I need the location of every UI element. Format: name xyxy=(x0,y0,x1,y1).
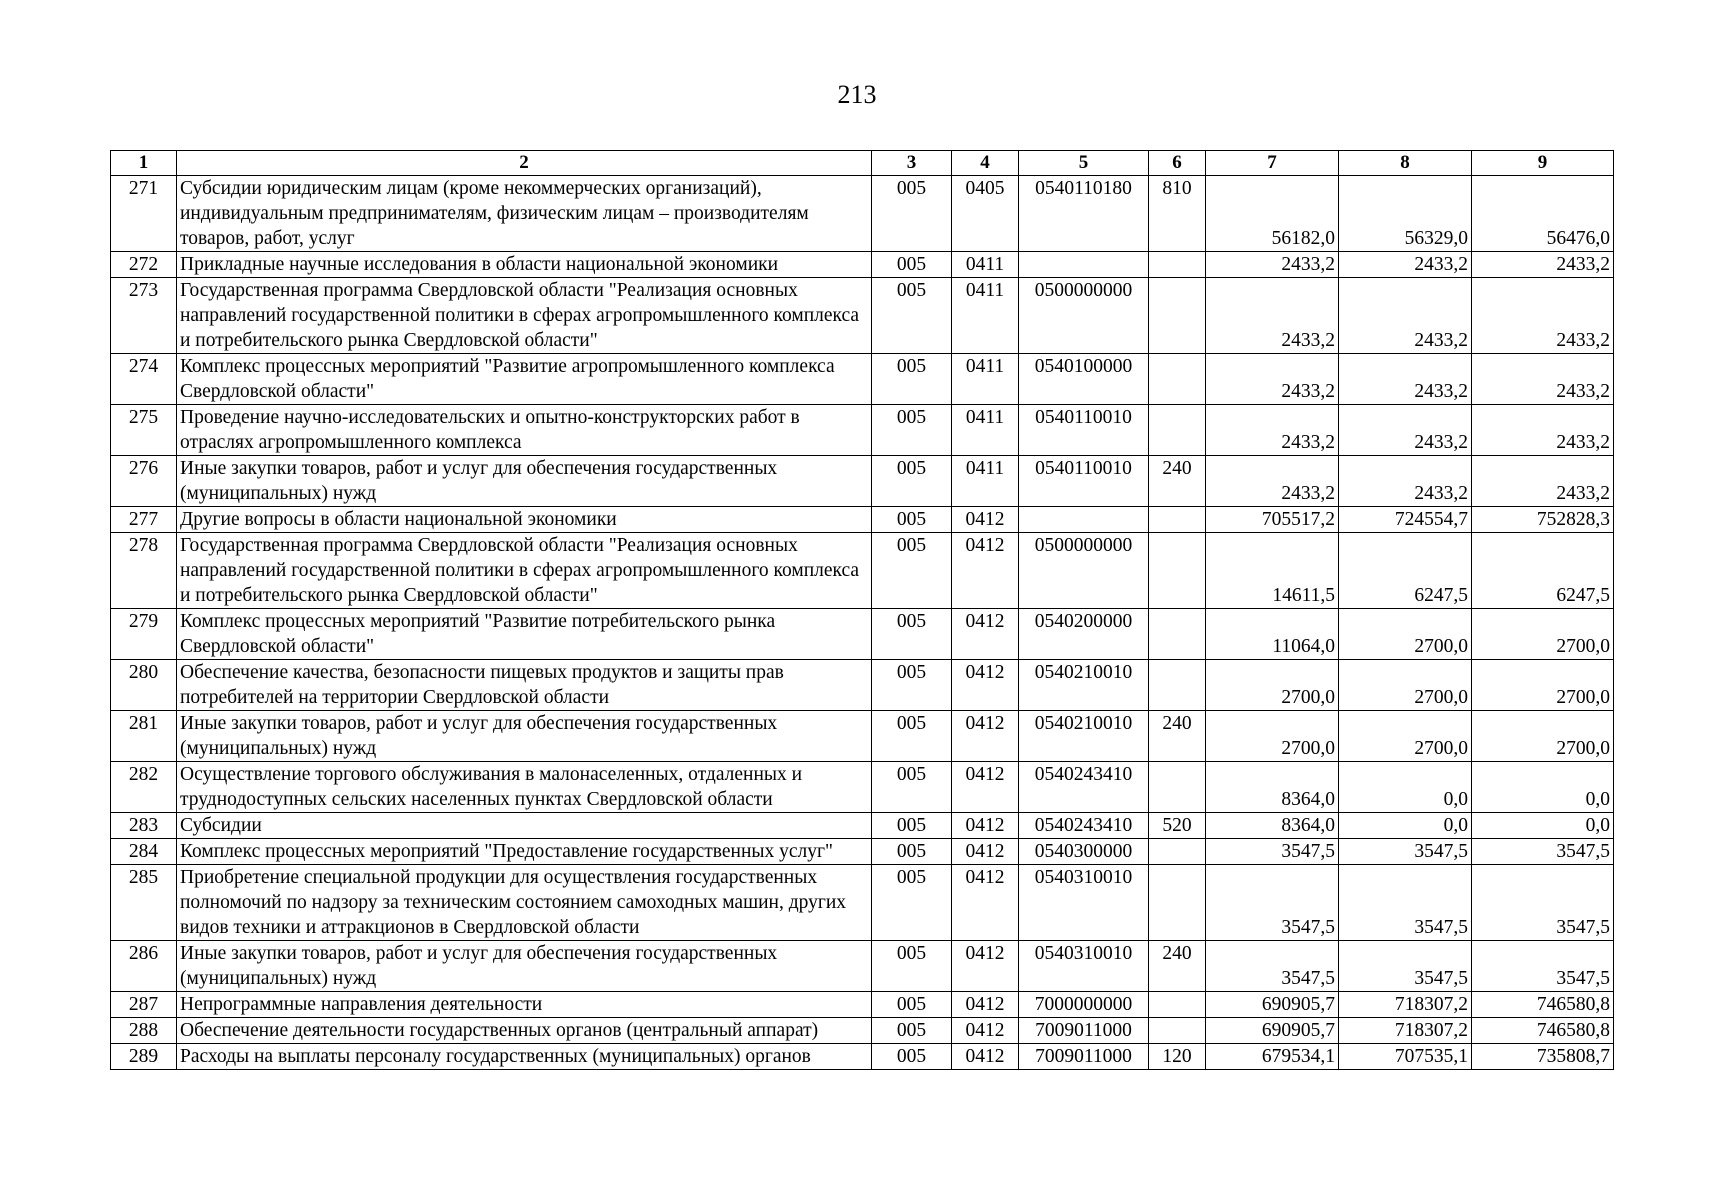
amount-col9-cell: 2433,2 xyxy=(1472,278,1614,354)
code-col3-cell: 005 xyxy=(872,813,952,839)
amount-col9-cell: 0,0 xyxy=(1472,813,1614,839)
code-col3-cell: 005 xyxy=(872,660,952,711)
table-row xyxy=(111,660,1614,711)
amount-col7-cell: 3547,5 xyxy=(1206,865,1339,941)
code-col5-cell: 0540210010 xyxy=(1019,660,1149,711)
code-col5-cell: 0540243410 xyxy=(1019,813,1149,839)
code-col6-cell xyxy=(1149,405,1206,456)
code-col6-cell xyxy=(1149,865,1206,941)
amount-col9-cell: 2433,2 xyxy=(1472,405,1614,456)
description-cell: Обеспечение деятельности государственных органов (центральный аппарат) xyxy=(177,1018,872,1044)
table-row xyxy=(111,813,1614,839)
description-cell: Непрограммные направления деятельности xyxy=(177,992,872,1018)
code-col3-cell: 005 xyxy=(872,405,952,456)
description-cell: Государственная программа Свердловской области "Реализация основных направлений государственной политики в сферах агропромышленного комплекса и потребительского рынка Свердловской области" xyxy=(177,278,872,354)
code-col4-cell: 0411 xyxy=(952,252,1019,278)
table-row xyxy=(111,507,1614,533)
code-col4-cell: 0412 xyxy=(952,711,1019,762)
description-cell: Комплекс процессных мероприятий "Развитие агропромышленного комплекса Свердловской области" xyxy=(177,354,872,405)
amount-col8-cell: 707535,1 xyxy=(1339,1044,1472,1070)
amount-col7-cell: 2700,0 xyxy=(1206,660,1339,711)
code-col6-cell: 520 xyxy=(1149,813,1206,839)
code-col6-cell xyxy=(1149,507,1206,533)
description-cell: Другие вопросы в области национальной экономики xyxy=(177,507,872,533)
row-number-cell: 271 xyxy=(111,176,177,252)
table-row xyxy=(111,176,1614,252)
table-row xyxy=(111,252,1614,278)
amount-col7-cell: 2433,2 xyxy=(1206,456,1339,507)
code-col3-cell: 005 xyxy=(872,762,952,813)
amount-col8-cell: 3547,5 xyxy=(1339,865,1472,941)
code-col6-cell: 120 xyxy=(1149,1044,1206,1070)
row-number-cell: 289 xyxy=(111,1044,177,1070)
table-row xyxy=(111,711,1614,762)
row-number-cell: 288 xyxy=(111,1018,177,1044)
amount-col7-cell: 2433,2 xyxy=(1206,252,1339,278)
code-col3-cell: 005 xyxy=(872,176,952,252)
amount-col7-cell: 14611,5 xyxy=(1206,533,1339,609)
row-number-cell: 282 xyxy=(111,762,177,813)
code-col6-cell xyxy=(1149,660,1206,711)
amount-col9-cell: 752828,3 xyxy=(1472,507,1614,533)
code-col3-cell: 005 xyxy=(872,865,952,941)
amount-col9-cell: 2700,0 xyxy=(1472,609,1614,660)
code-col4-cell: 0412 xyxy=(952,507,1019,533)
column-header: 9 xyxy=(1472,151,1614,176)
code-col4-cell: 0412 xyxy=(952,865,1019,941)
code-col4-cell: 0412 xyxy=(952,762,1019,813)
amount-col9-cell: 746580,8 xyxy=(1472,992,1614,1018)
amount-col7-cell: 8364,0 xyxy=(1206,762,1339,813)
description-cell: Приобретение специальной продукции для осуществления государственных полномочий по надзору за техническим состоянием самоходных машин, других видов техники и аттракционов в Свердловской области xyxy=(177,865,872,941)
row-number-cell: 283 xyxy=(111,813,177,839)
amount-col8-cell: 3547,5 xyxy=(1339,941,1472,992)
code-col6-cell: 240 xyxy=(1149,711,1206,762)
code-col4-cell: 0412 xyxy=(952,992,1019,1018)
table-row xyxy=(111,609,1614,660)
code-col4-cell: 0405 xyxy=(952,176,1019,252)
amount-col7-cell: 56182,0 xyxy=(1206,176,1339,252)
code-col4-cell: 0412 xyxy=(952,813,1019,839)
amount-col7-cell: 2433,2 xyxy=(1206,354,1339,405)
amount-col9-cell: 2700,0 xyxy=(1472,711,1614,762)
code-col3-cell: 005 xyxy=(872,992,952,1018)
code-col5-cell: 0500000000 xyxy=(1019,533,1149,609)
table-row xyxy=(111,354,1614,405)
row-number-cell: 281 xyxy=(111,711,177,762)
code-col5-cell: 7009011000 xyxy=(1019,1044,1149,1070)
description-cell: Комплекс процессных мероприятий "Развитие потребительского рынка Свердловской области" xyxy=(177,609,872,660)
amount-col7-cell: 2433,2 xyxy=(1206,278,1339,354)
code-col5-cell: 0540110010 xyxy=(1019,456,1149,507)
table-row xyxy=(111,456,1614,507)
row-number-cell: 284 xyxy=(111,839,177,865)
description-cell: Комплекс процессных мероприятий "Предоставление государственных услуг" xyxy=(177,839,872,865)
amount-col8-cell: 724554,7 xyxy=(1339,507,1472,533)
table-row xyxy=(111,278,1614,354)
amount-col9-cell: 2433,2 xyxy=(1472,354,1614,405)
amount-col7-cell: 3547,5 xyxy=(1206,839,1339,865)
row-number-cell: 274 xyxy=(111,354,177,405)
table-row xyxy=(111,1018,1614,1044)
code-col5-cell: 0540310010 xyxy=(1019,941,1149,992)
amount-col7-cell: 690905,7 xyxy=(1206,1018,1339,1044)
code-col4-cell: 0412 xyxy=(952,1044,1019,1070)
budget-table xyxy=(110,150,1614,1070)
code-col4-cell: 0412 xyxy=(952,533,1019,609)
amount-col8-cell: 2433,2 xyxy=(1339,278,1472,354)
code-col5-cell: 0540110010 xyxy=(1019,405,1149,456)
row-number-cell: 287 xyxy=(111,992,177,1018)
code-col5-cell: 0540300000 xyxy=(1019,839,1149,865)
amount-col8-cell: 6247,5 xyxy=(1339,533,1472,609)
amount-col7-cell: 3547,5 xyxy=(1206,941,1339,992)
column-header: 3 xyxy=(872,151,952,176)
code-col6-cell xyxy=(1149,278,1206,354)
code-col6-cell: 240 xyxy=(1149,456,1206,507)
code-col4-cell: 0412 xyxy=(952,941,1019,992)
row-number-cell: 273 xyxy=(111,278,177,354)
code-col4-cell: 0412 xyxy=(952,839,1019,865)
amount-col9-cell: 2433,2 xyxy=(1472,252,1614,278)
code-col4-cell: 0411 xyxy=(952,456,1019,507)
code-col3-cell: 005 xyxy=(872,941,952,992)
amount-col8-cell: 2433,2 xyxy=(1339,252,1472,278)
column-header: 4 xyxy=(952,151,1019,176)
code-col4-cell: 0412 xyxy=(952,1018,1019,1044)
amount-col7-cell: 8364,0 xyxy=(1206,813,1339,839)
amount-col9-cell: 3547,5 xyxy=(1472,865,1614,941)
table-row xyxy=(111,839,1614,865)
amount-col9-cell: 746580,8 xyxy=(1472,1018,1614,1044)
code-col3-cell: 005 xyxy=(872,456,952,507)
column-header: 2 xyxy=(177,151,872,176)
code-col6-cell xyxy=(1149,1018,1206,1044)
amount-col8-cell: 0,0 xyxy=(1339,762,1472,813)
code-col5-cell: 7000000000 xyxy=(1019,992,1149,1018)
column-header: 8 xyxy=(1339,151,1472,176)
table-row xyxy=(111,941,1614,992)
amount-col7-cell: 705517,2 xyxy=(1206,507,1339,533)
table-row xyxy=(111,405,1614,456)
code-col4-cell: 0411 xyxy=(952,405,1019,456)
row-number-cell: 277 xyxy=(111,507,177,533)
row-number-cell: 286 xyxy=(111,941,177,992)
description-cell: Субсидии xyxy=(177,813,872,839)
amount-col9-cell: 2700,0 xyxy=(1472,660,1614,711)
amount-col7-cell: 2433,2 xyxy=(1206,405,1339,456)
column-header: 1 xyxy=(111,151,177,176)
code-col4-cell: 0411 xyxy=(952,354,1019,405)
code-col5-cell: 0540210010 xyxy=(1019,711,1149,762)
code-col6-cell xyxy=(1149,354,1206,405)
amount-col8-cell: 718307,2 xyxy=(1339,992,1472,1018)
table-row xyxy=(111,1044,1614,1070)
amount-col9-cell: 56476,0 xyxy=(1472,176,1614,252)
row-number-cell: 279 xyxy=(111,609,177,660)
code-col4-cell: 0411 xyxy=(952,278,1019,354)
row-number-cell: 280 xyxy=(111,660,177,711)
code-col6-cell xyxy=(1149,533,1206,609)
amount-col9-cell: 3547,5 xyxy=(1472,941,1614,992)
code-col5-cell: 0540100000 xyxy=(1019,354,1149,405)
amount-col7-cell: 2700,0 xyxy=(1206,711,1339,762)
column-header: 7 xyxy=(1206,151,1339,176)
description-cell: Прикладные научные исследования в области национальной экономики xyxy=(177,252,872,278)
code-col3-cell: 005 xyxy=(872,711,952,762)
code-col5-cell xyxy=(1019,252,1149,278)
amount-col9-cell: 735808,7 xyxy=(1472,1044,1614,1070)
column-header: 6 xyxy=(1149,151,1206,176)
code-col3-cell: 005 xyxy=(872,1018,952,1044)
code-col3-cell: 005 xyxy=(872,354,952,405)
amount-col7-cell: 11064,0 xyxy=(1206,609,1339,660)
code-col5-cell: 0500000000 xyxy=(1019,278,1149,354)
row-number-cell: 272 xyxy=(111,252,177,278)
row-number-cell: 275 xyxy=(111,405,177,456)
row-number-cell: 285 xyxy=(111,865,177,941)
code-col5-cell xyxy=(1019,507,1149,533)
description-cell: Расходы на выплаты персоналу государственных (муниципальных) органов xyxy=(177,1044,872,1070)
code-col5-cell: 0540110180 xyxy=(1019,176,1149,252)
table-row xyxy=(111,762,1614,813)
code-col3-cell: 005 xyxy=(872,507,952,533)
table-row xyxy=(111,533,1614,609)
table-row xyxy=(111,992,1614,1018)
code-col3-cell: 005 xyxy=(872,278,952,354)
description-cell: Осуществление торгового обслуживания в малонаселенных, отдаленных и труднодоступных сельских населенных пунктах Свердловской области xyxy=(177,762,872,813)
code-col3-cell: 005 xyxy=(872,609,952,660)
table-header-row xyxy=(111,151,1614,176)
code-col6-cell xyxy=(1149,609,1206,660)
amount-col8-cell: 2700,0 xyxy=(1339,711,1472,762)
table-row xyxy=(111,865,1614,941)
code-col5-cell: 0540243410 xyxy=(1019,762,1149,813)
code-col4-cell: 0412 xyxy=(952,609,1019,660)
amount-col8-cell: 3547,5 xyxy=(1339,839,1472,865)
amount-col8-cell: 2433,2 xyxy=(1339,354,1472,405)
amount-col8-cell: 0,0 xyxy=(1339,813,1472,839)
description-cell: Государственная программа Свердловской области "Реализация основных направлений государственной политики в сферах агропромышленного комплекса и потребительского рынка Свердловской области" xyxy=(177,533,872,609)
table-body xyxy=(111,176,1614,1070)
code-col6-cell xyxy=(1149,252,1206,278)
amount-col7-cell: 690905,7 xyxy=(1206,992,1339,1018)
code-col5-cell: 0540200000 xyxy=(1019,609,1149,660)
code-col3-cell: 005 xyxy=(872,533,952,609)
row-number-cell: 278 xyxy=(111,533,177,609)
amount-col8-cell: 2700,0 xyxy=(1339,609,1472,660)
amount-col8-cell: 2433,2 xyxy=(1339,405,1472,456)
code-col6-cell xyxy=(1149,992,1206,1018)
code-col5-cell: 0540310010 xyxy=(1019,865,1149,941)
description-cell: Иные закупки товаров, работ и услуг для обеспечения государственных (муниципальных) нужд xyxy=(177,941,872,992)
amount-col8-cell: 56329,0 xyxy=(1339,176,1472,252)
code-col3-cell: 005 xyxy=(872,839,952,865)
code-col6-cell xyxy=(1149,762,1206,813)
amount-col7-cell: 679534,1 xyxy=(1206,1044,1339,1070)
description-cell: Иные закупки товаров, работ и услуг для обеспечения государственных (муниципальных) нужд xyxy=(177,711,872,762)
row-number-cell: 276 xyxy=(111,456,177,507)
code-col6-cell: 810 xyxy=(1149,176,1206,252)
code-col4-cell: 0412 xyxy=(952,660,1019,711)
code-col5-cell: 7009011000 xyxy=(1019,1018,1149,1044)
code-col3-cell: 005 xyxy=(872,252,952,278)
description-cell: Иные закупки товаров, работ и услуг для обеспечения государственных (муниципальных) нужд xyxy=(177,456,872,507)
description-cell: Обеспечение качества, безопасности пищевых продуктов и защиты прав потребителей на территории Свердловской области xyxy=(177,660,872,711)
code-col6-cell xyxy=(1149,839,1206,865)
amount-col9-cell: 3547,5 xyxy=(1472,839,1614,865)
column-header: 5 xyxy=(1019,151,1149,176)
code-col3-cell: 005 xyxy=(872,1044,952,1070)
page-number: 213 xyxy=(837,80,877,109)
description-cell: Субсидии юридическим лицам (кроме некоммерческих организаций), индивидуальным предпринимателям, физическим лицам – производителям товаров, работ, услуг xyxy=(177,176,872,252)
amount-col9-cell: 6247,5 xyxy=(1472,533,1614,609)
amount-col8-cell: 2700,0 xyxy=(1339,660,1472,711)
amount-col9-cell: 2433,2 xyxy=(1472,456,1614,507)
description-cell: Проведение научно-исследовательских и опытно-конструкторских работ в отраслях агропромышленного комплекса xyxy=(177,405,872,456)
amount-col8-cell: 718307,2 xyxy=(1339,1018,1472,1044)
code-col6-cell: 240 xyxy=(1149,941,1206,992)
amount-col9-cell: 0,0 xyxy=(1472,762,1614,813)
amount-col8-cell: 2433,2 xyxy=(1339,456,1472,507)
